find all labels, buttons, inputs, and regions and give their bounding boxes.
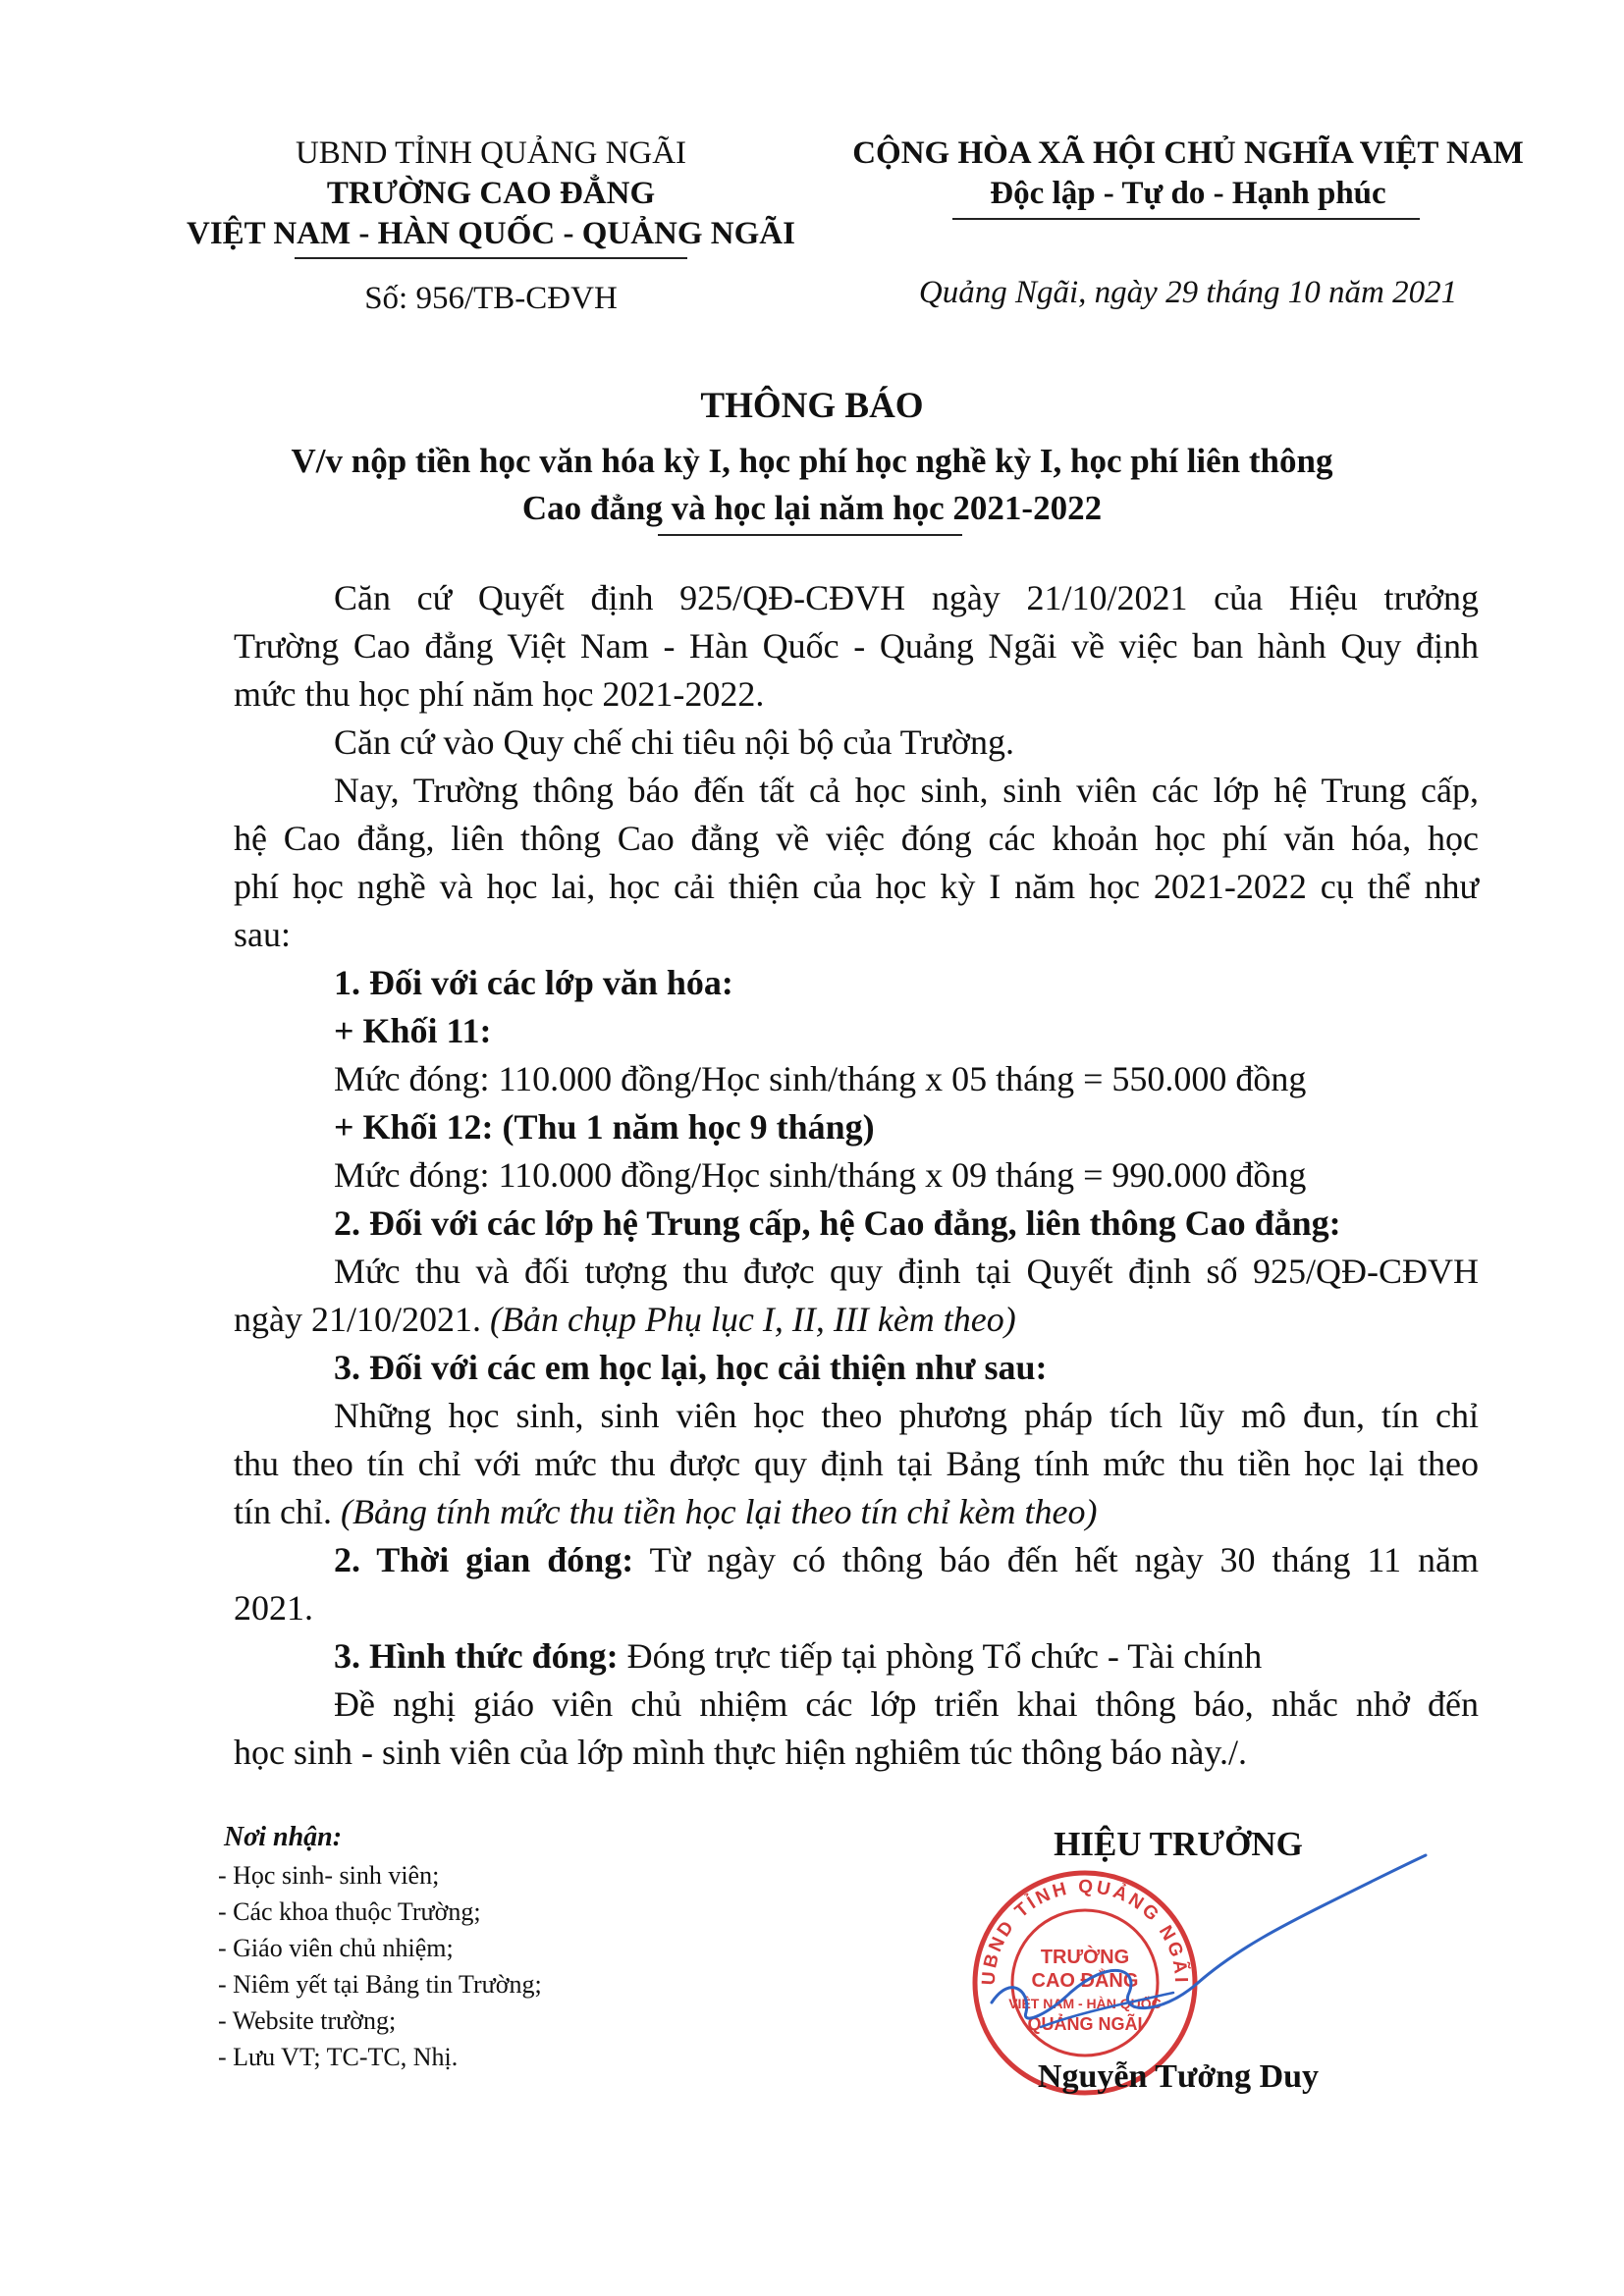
payment-time-text: Từ ngày có thông báo đến hết ngày 30 tháng 11 năm — [633, 1540, 1479, 1579]
grade11-heading: + Khối 11: — [334, 1011, 492, 1050]
school-name-line1: TRƯỜNG CAO ĐẲNG — [326, 176, 656, 211]
svg-text:TRƯỜNG: TRƯỜNG — [1040, 1947, 1130, 1968]
closing-line1: Đề nghị giáo viên chủ nhiệm các lớp triển khai thông báo, nhắc nhở đến — [334, 1684, 1479, 1724]
section2-line1: Mức thu và đối tượng thu được quy định tại Quyết định số 925/QĐ-CĐVH — [334, 1252, 1479, 1291]
closing-line2: học sinh - sinh viên của lớp mình thực hiện nghiêm túc thông báo này./. — [234, 1733, 1248, 1772]
recipient-item: - Website trường; — [218, 2006, 397, 2035]
section3-attachment-note: (Bảng tính mức thu tiền học lại theo tín chỉ kèm theo) — [340, 1492, 1098, 1531]
motto-underline — [952, 218, 1420, 220]
section1-heading: 1. Đối với các lớp văn hóa: — [334, 963, 733, 1002]
document-number: Số: 956/TB-CĐVH — [364, 281, 618, 316]
recipients-label: Nơi nhận: — [224, 1822, 343, 1852]
payment-method-text: Đóng trực tiếp tại phòng Tổ chức - Tài chính — [618, 1636, 1263, 1676]
recipient-item: - Niêm yết tại Bảng tin Trường; — [218, 1970, 542, 1999]
header-left-underline — [295, 257, 687, 259]
grade12-fee: Mức đóng: 110.000 đồng/Học sinh/tháng x 09 tháng = 990.000 đồng — [334, 1155, 1307, 1195]
signer-name: Nguyễn Tưởng Duy — [1037, 2058, 1320, 2095]
section3-credit: tín chỉ. — [234, 1492, 341, 1531]
payment-method-label: 3. Hình thức đóng: — [334, 1636, 619, 1676]
signature-scribble — [972, 1845, 1443, 2042]
section3-heading: 3. Đối với các em học lại, học cải thiện như sau: — [334, 1348, 1048, 1387]
signer-title: HIỆU TRƯỞNG — [1054, 1825, 1303, 1863]
recipient-item: - Lưu VT; TC-TC, Nhị. — [218, 2043, 459, 2071]
basis-paragraph-line1: Căn cứ Quyết định 925/QĐ-CĐVH ngày 21/10/2021 của Hiệu trưởng — [334, 578, 1479, 617]
national-title: CỘNG HÒA XÃ HỘI CHỦ NGHĨA VIỆT NAM — [852, 135, 1524, 171]
recipient-item: - Giáo viên chủ nhiệm; — [218, 1934, 454, 1962]
section2-date: ngày 21/10/2021. — [234, 1300, 490, 1339]
section2-attachment-note: (Bản chụp Phụ lục I, II, III kèm theo) — [489, 1300, 1016, 1339]
section2-line2 — [234, 1296, 1016, 1343]
title-underline — [658, 534, 962, 536]
grade12-heading: + Khối 12: (Thu 1 năm học 9 tháng) — [334, 1107, 875, 1147]
svg-text:UBND TỈNH QUẢNG NGÃI: UBND TỈNH QUẢNG NGÃI — [978, 1876, 1192, 1986]
notice-paragraph-line1: Nay, Trường thông báo đến tất cả học sinh, sinh viên các lớp hệ Trung cấp, — [334, 771, 1479, 810]
payment-time-label: 2. Thời gian đóng: — [334, 1540, 634, 1579]
agency-name: UBND TỈNH QUẢNG NGÃI — [295, 135, 687, 171]
notice-paragraph-line2: hệ Cao đẳng, liên thông Cao đẳng về việc đóng các khoản học phí văn hóa, học — [234, 819, 1479, 858]
basis-paragraph-line2: Trường Cao đẳng Việt Nam - Hàn Quốc - Quảng Ngãi về việc ban hành Quy định — [234, 626, 1479, 666]
document-subject-line1: V/v nộp tiền học văn hóa kỳ I, học phí học nghề kỳ I, học phí liên thông — [291, 442, 1333, 480]
section3-line2: thu theo tín chỉ với mức thu được quy định tại Bảng tính mức thu tiền học lại theo — [234, 1444, 1479, 1483]
svg-text:QUẢNG NGÃI: QUẢNG NGÃI — [1027, 2014, 1143, 2034]
section3-line3 — [234, 1488, 1097, 1535]
payment-time-line1 — [334, 1536, 1479, 1583]
basis-paragraph-2: Căn cứ vào Quy chế chi tiêu nội bộ của Trường. — [334, 722, 1014, 762]
notice-paragraph-line3: phí học nghề và học lai, học cải thiện của học kỳ I năm học 2021-2022 cụ thể như — [234, 867, 1479, 906]
recipient-item: - Học sinh- sinh viên; — [218, 1861, 440, 1890]
document-title: THÔNG BÁO — [700, 386, 924, 426]
section2-heading: 2. Đối với các lớp hệ Trung cấp, hệ Cao đẳng, liên thông Cao đẳng: — [334, 1203, 1341, 1243]
payment-time-line2: 2021. — [234, 1588, 313, 1628]
document-date: Quảng Ngãi, ngày 29 tháng 10 năm 2021 — [918, 275, 1458, 310]
basis-paragraph-line3: mức thu học phí năm học 2021-2022. — [234, 674, 765, 714]
grade11-fee: Mức đóng: 110.000 đồng/Học sinh/tháng x 05 tháng = 550.000 đồng — [334, 1059, 1307, 1098]
svg-text:VIỆT NAM - HÀN QUỐC: VIỆT NAM - HÀN QUỐC — [1008, 1996, 1162, 2011]
document-subject-line2: Cao đẳng và học lại năm học 2021-2022 — [521, 489, 1103, 527]
section3-line1: Những học sinh, sinh viên học theo phương pháp tích lũy mô đun, tín chỉ — [334, 1396, 1479, 1435]
payment-method — [334, 1632, 1262, 1680]
notice-paragraph-line4: sau: — [234, 915, 291, 954]
school-name-line2: VIỆT NAM - HÀN QUỐC - QUẢNG NGÃI — [187, 216, 795, 251]
recipient-item: - Các khoa thuộc Trường; — [218, 1897, 481, 1926]
national-motto: Độc lập - Tự do - Hạnh phúc — [990, 176, 1386, 211]
svg-text:CAO ĐẲNG: CAO ĐẲNG — [1031, 1970, 1139, 1992]
